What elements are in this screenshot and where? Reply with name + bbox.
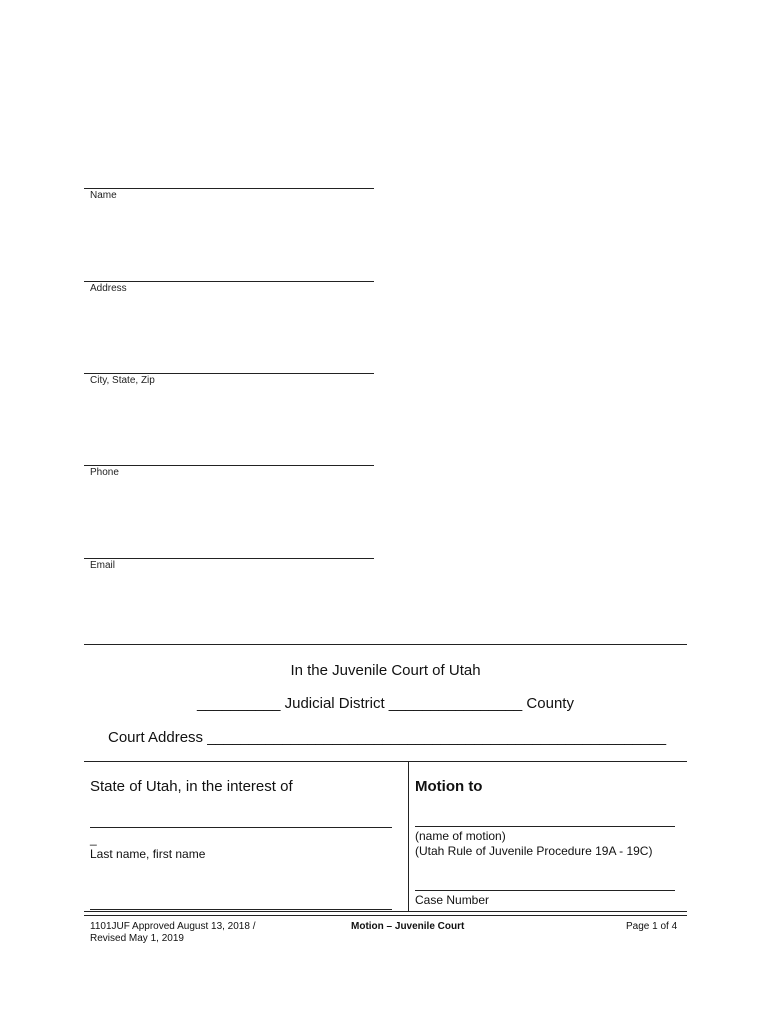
name-line[interactable] bbox=[84, 188, 374, 189]
case-number-label: Case Number bbox=[415, 893, 490, 907]
city-state-zip-label: City, State, Zip bbox=[90, 375, 155, 386]
judicial-district-line[interactable]: __________ Judicial District ________________ County bbox=[197, 695, 574, 712]
footer-revised: Revised May 1, 2019 bbox=[90, 933, 184, 944]
footer-rule-bottom bbox=[84, 915, 687, 916]
motion-name-label: (name of motion) bbox=[415, 829, 506, 843]
court-address-line[interactable]: Court Address _______________________________________________________ bbox=[108, 729, 667, 746]
email-line[interactable] bbox=[84, 558, 374, 559]
address-label: Address bbox=[90, 283, 127, 294]
phone-label: Phone bbox=[90, 467, 119, 478]
motion-to-heading: Motion to bbox=[415, 778, 483, 795]
caption-left-bottom-line bbox=[90, 909, 392, 910]
last-first-name-label: Last name, first name bbox=[90, 847, 206, 861]
address-line[interactable] bbox=[84, 281, 374, 282]
case-number-line[interactable] bbox=[415, 890, 675, 891]
caption-divider bbox=[408, 762, 409, 912]
child-name-line[interactable] bbox=[90, 827, 392, 828]
state-of-utah-heading: State of Utah, in the interest of bbox=[90, 778, 293, 795]
footer-page-number: Page 1 of 4 bbox=[626, 921, 678, 932]
email-label: Email bbox=[90, 560, 116, 571]
court-top-rule bbox=[84, 644, 687, 645]
motion-rule-label: (Utah Rule of Juvenile Procedure 19A - 19C) bbox=[415, 844, 653, 858]
caption-top-rule bbox=[84, 761, 687, 762]
name-label: Name bbox=[90, 190, 117, 201]
motion-name-line[interactable] bbox=[415, 826, 675, 827]
child-name-underscore: _ bbox=[90, 832, 97, 846]
footer-rule-top bbox=[84, 911, 687, 912]
court-title: In the Juvenile Court of Utah bbox=[290, 662, 481, 679]
city-state-zip-line[interactable] bbox=[84, 373, 374, 374]
footer-form-id: 1101JUF Approved August 13, 2018 / bbox=[90, 921, 256, 932]
footer-title: Motion – Juvenile Court bbox=[351, 921, 465, 932]
phone-line[interactable] bbox=[84, 465, 374, 466]
